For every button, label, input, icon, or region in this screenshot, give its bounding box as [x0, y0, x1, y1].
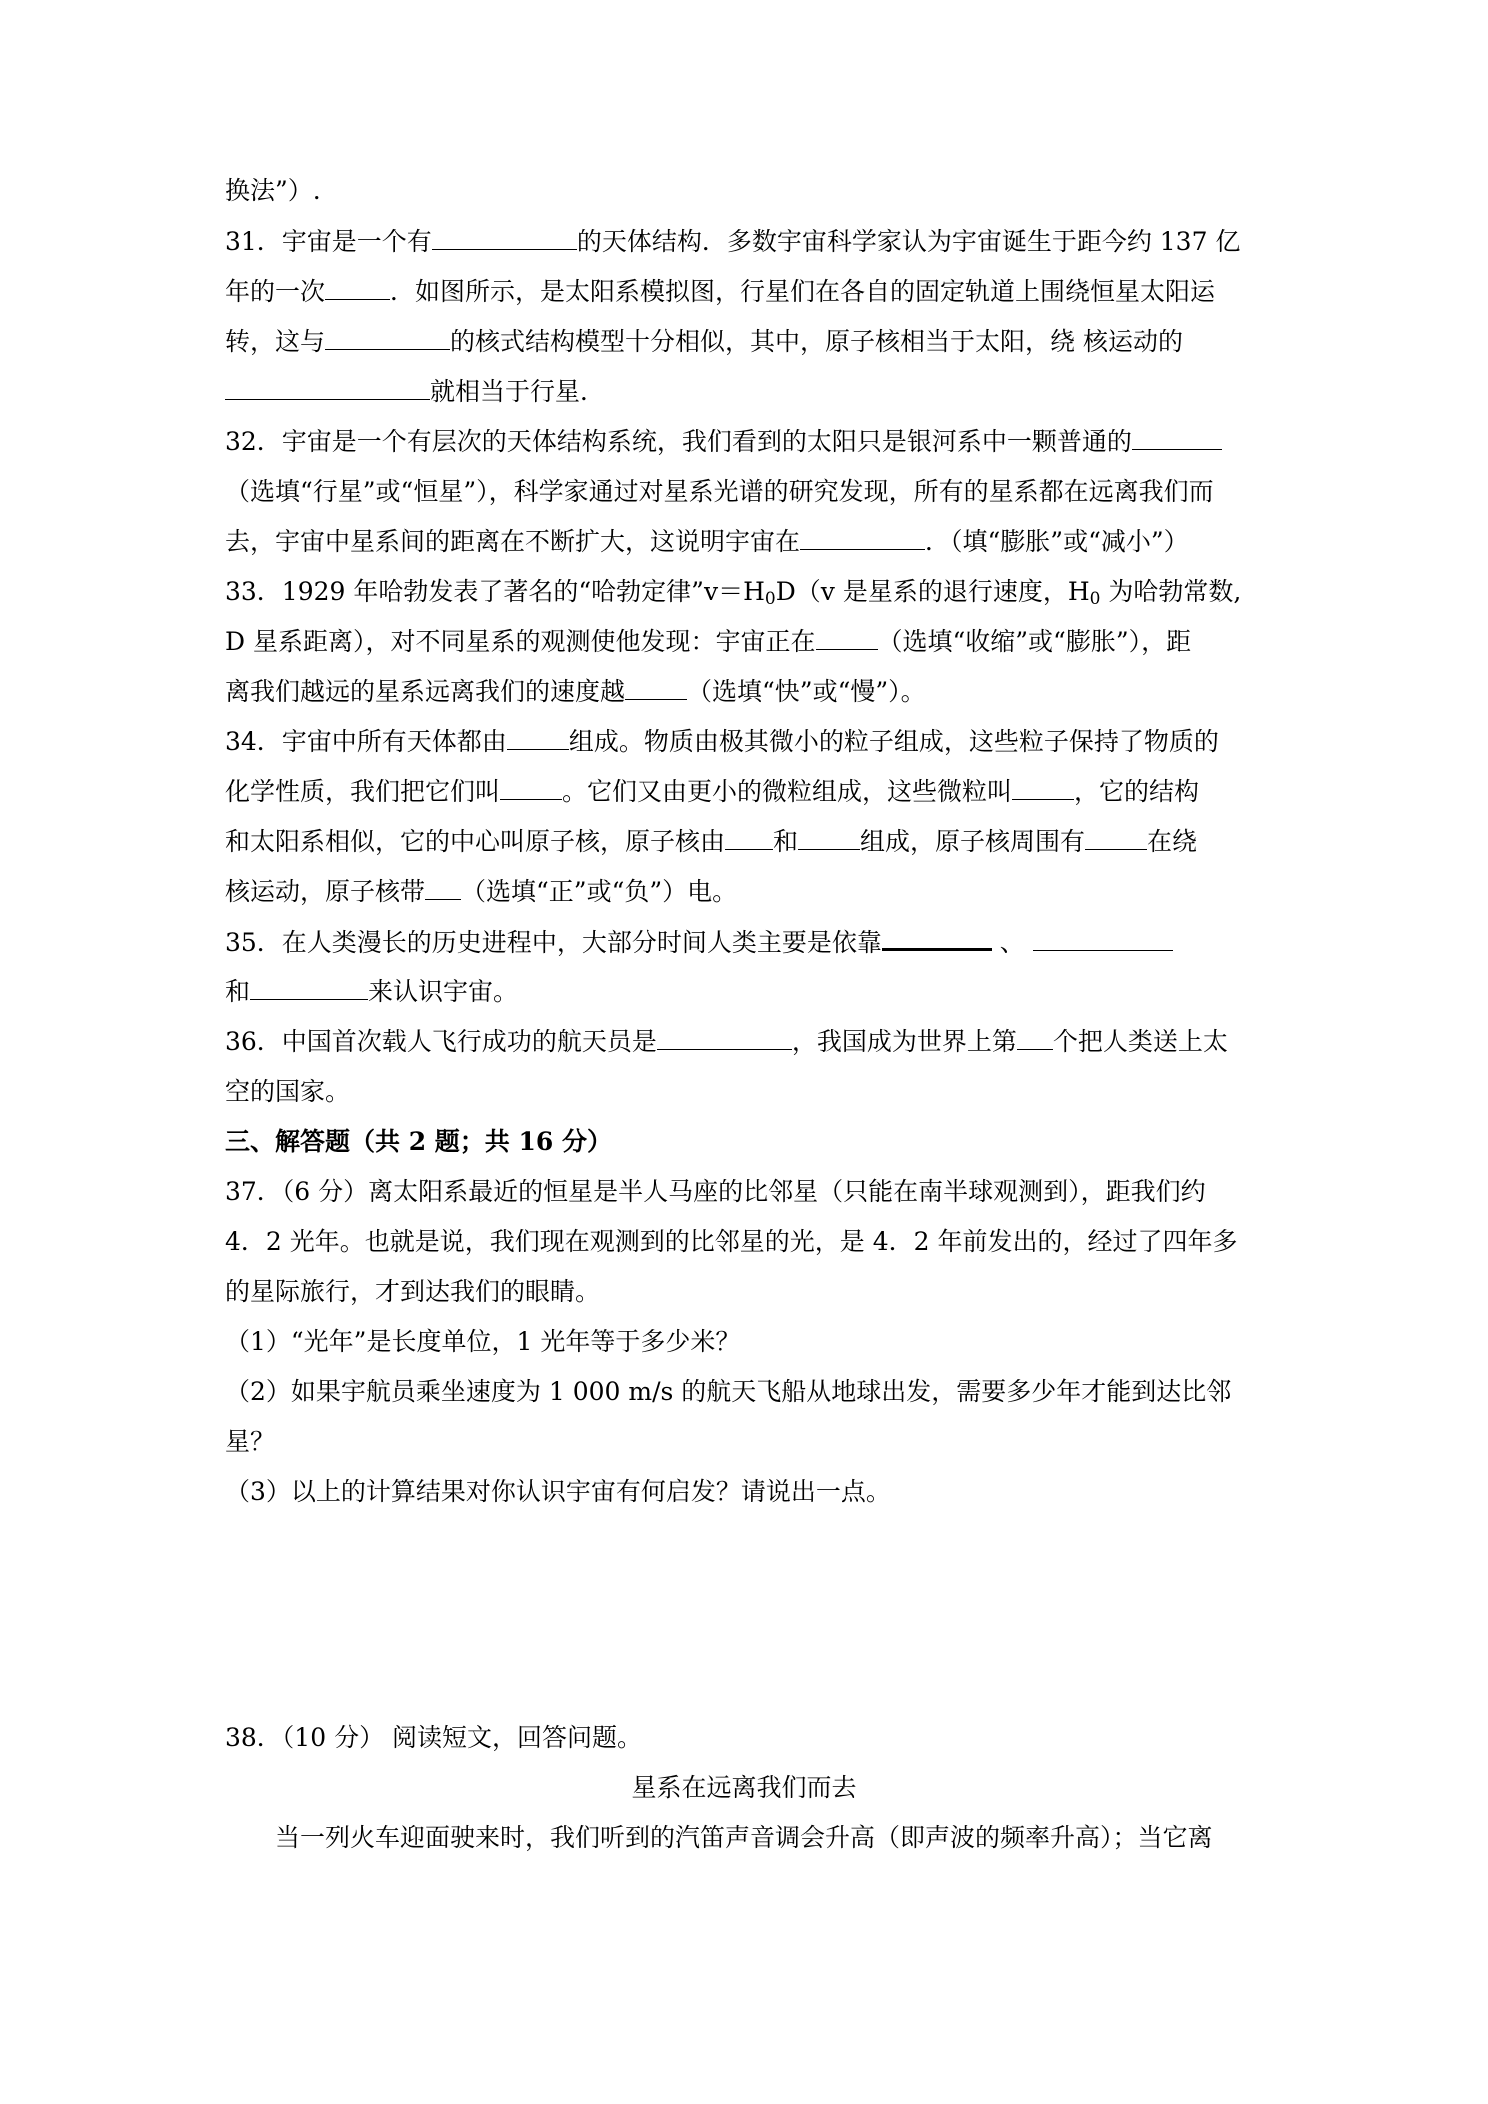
question-31-line-2: 年的一次 ．如图所示，是太阳系模拟图，行星们在各自的固定轨道上围绕恒星太阳运	[225, 277, 1216, 306]
question-37-line-1: 37．（6 分）离太阳系最近的恒星是半人马座的比邻星（只能在南半球观测到），距我们约	[225, 1177, 1206, 1206]
question-37-sub-1: （1）“光年”是长度单位，1 光年等于多少米？	[225, 1327, 741, 1356]
question-31-line-1: 31．宇宙是一个有 的天体结构．多数宇宙科学家认为宇宙诞生于距今约 137 亿	[225, 227, 1241, 256]
section-heading: 三、解答题（共 2 题；共 16 分）	[225, 1127, 613, 1156]
question-37-sub-3: （3）以上的计算结果对你认识宇宙有何启发？请说出一点。	[225, 1477, 891, 1506]
question-38-line-1: 38．（10 分） 阅读短文，回答问题。	[225, 1723, 643, 1752]
answer-blank[interactable]	[1132, 427, 1222, 450]
passage-line-1: 当一列火车迎面驶来时，我们听到的汽笛声音调会升高（即声波的频率升高）；当它离	[275, 1823, 1213, 1852]
question-34-line-3: 和太阳系相似，它的中心叫原子核，原子核由 和 组成，原子核周围有 在绕	[225, 827, 1198, 856]
answer-blank[interactable]	[325, 277, 390, 300]
answer-blank[interactable]	[325, 327, 450, 350]
answer-blank[interactable]	[1012, 777, 1074, 800]
question-34-line-1: 34．宇宙中所有天体都由 组成。物质由极其微小的粒子组成，这些粒子保持了物质的	[225, 727, 1219, 756]
answer-blank[interactable]	[425, 877, 461, 900]
question-32-line-3: 去，宇宙中星系间的距离在不断扩大，这说明宇宙在 ．（填“膨胀”或“减小”）	[225, 527, 1189, 556]
question-35-line-1: 35．在人类漫长的历史进程中，大部分时间人类主要是依靠 、	[225, 926, 1173, 959]
question-37-line-3: 的星际旅行，才到达我们的眼睛。	[225, 1277, 601, 1306]
question-34-line-4: 核运动，原子核带 （选填“正”或“负”）电。	[225, 877, 738, 906]
passage-title: 星系在远离我们而去	[631, 1773, 857, 1802]
question-37-sub-2: （2）如果宇航员乘坐速度为 1 000 m/s 的航天飞船从地球出发，需要多少年才能到达比邻	[225, 1377, 1232, 1406]
answer-blank[interactable]	[500, 777, 562, 800]
question-32-line-1: 32．宇宙是一个有层次的天体结构系统，我们看到的太阳只是银河系中一颗普通的	[225, 426, 1222, 458]
question-37-line-2: 4．2 光年。也就是说，我们现在观测到的比邻星的光，是 4．2 年前发出的，经过了四年多	[225, 1227, 1238, 1256]
question-33-line-2: D 星系距离），对不同星系的观测使他发现：宇宙正在 （选填“收缩”或“膨胀”），距	[225, 627, 1192, 656]
question-35-line-2: 和 来认识宇宙。	[225, 977, 519, 1006]
answer-blank[interactable]	[250, 977, 368, 1000]
question-31-line-4: 就相当于行星．	[225, 376, 605, 408]
answer-blank[interactable]	[625, 677, 687, 700]
answer-blank[interactable]	[657, 1027, 792, 1050]
answer-blank[interactable]	[725, 827, 773, 850]
question-32-line-2: （选填“行星”或“恒星”），科学家通过对星系光谱的研究发现，所有的星系都在远离我们而	[225, 477, 1214, 506]
question-36-line-1: 36．中国首次载人飞行成功的航天员是 ，我国成为世界上第 个把人类送上太	[225, 1027, 1228, 1056]
answer-blank[interactable]	[798, 827, 860, 850]
answer-blank[interactable]	[1033, 928, 1173, 951]
answer-blank[interactable]	[225, 377, 430, 400]
answer-blank[interactable]	[1085, 827, 1147, 850]
answer-blank[interactable]	[800, 527, 925, 550]
answer-blank[interactable]	[507, 727, 569, 750]
answer-blank[interactable]	[432, 227, 577, 250]
answer-blank[interactable]	[816, 627, 878, 650]
question-34-line-2: 化学性质，我们把它们叫 。它们又由更小的微粒组成，这些微粒叫 ，它的结构	[225, 777, 1200, 806]
answer-blank[interactable]	[882, 926, 992, 951]
answer-blank[interactable]	[1017, 1027, 1053, 1050]
question-33-line-1: 33．1929 年哈勃发表了著名的“哈勃定律$”v=H_0D(v$ 是星系的退行速度，$H_0$ 为哈勃常数,	[225, 577, 1242, 609]
text-line: 换法”）.	[225, 176, 321, 205]
question-33-line-3: 离我们越远的星系远离我们的速度越 （选填“快”或“慢”）。	[225, 677, 926, 706]
question-37-sub-2-cont: 星？	[225, 1427, 276, 1456]
question-36-line-2: 空的国家。	[225, 1077, 351, 1106]
question-31-line-3: 转，这与 的核式结构模型十分相似，其中，原子核相当于太阳，绕 核运动的	[225, 327, 1183, 356]
